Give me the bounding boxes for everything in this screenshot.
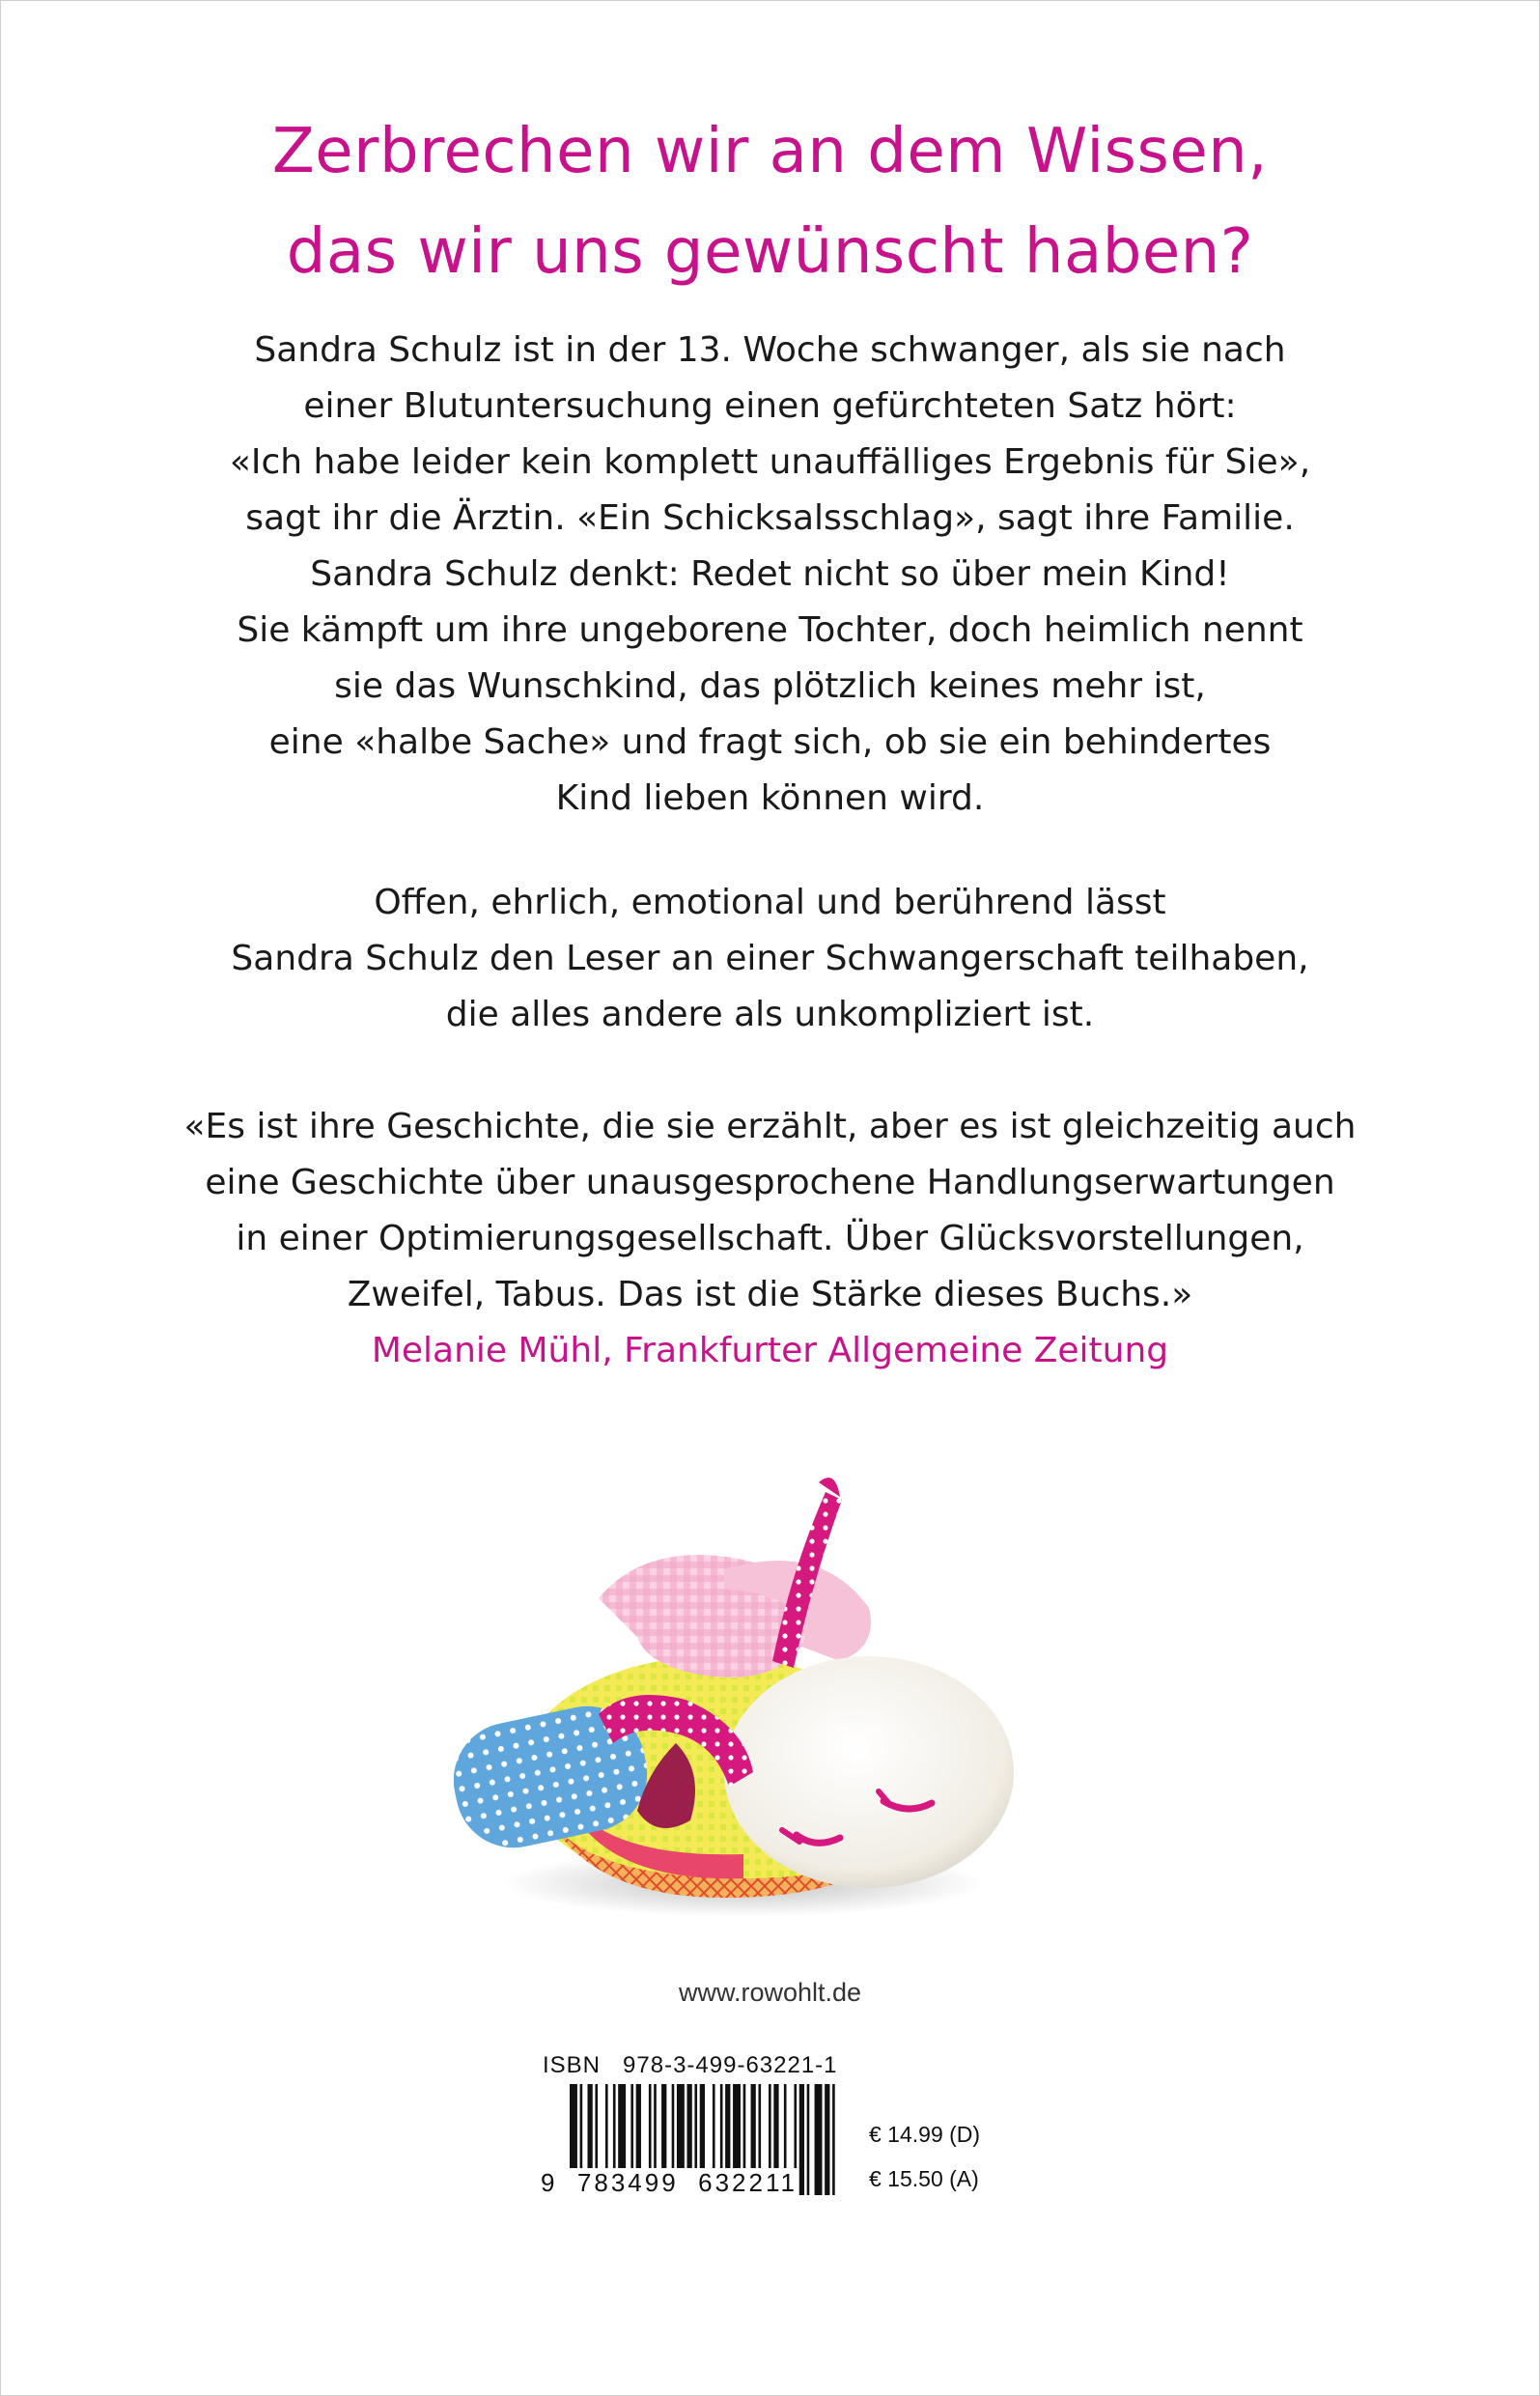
blurb [0, 323, 1540, 827]
summary-line: Offen, ehrlich, emotional und berührend lässt [374, 883, 1166, 922]
summary [0, 875, 1540, 1043]
blurb-line: Kind lieben können wird. [555, 778, 985, 818]
price-germany: € 14.99 (D) [869, 2122, 981, 2147]
quote-line: Zweifel, Tabus. Das ist die Stärke dieses Buchs.» [347, 1275, 1193, 1314]
barcode-bar [799, 2084, 804, 2195]
barcode-digits-left: 783499 [576, 2168, 679, 2197]
isbn-label: ISBN [543, 2052, 602, 2078]
blurb-line: eine «halbe Sache» und fragt sich, ob sie ein behindertes [268, 722, 1272, 762]
quote-line: «Es ist ihre Geschichte, die sie erzählt, aber es ist gleichzeitig auch [183, 1107, 1357, 1146]
price-austria: € 15.50 (A) [869, 2166, 979, 2191]
barcode-number [541, 2168, 798, 2198]
summary-line: die alles andere als unkompliziert ist. [445, 995, 1095, 1034]
blurb-line: Sandra Schulz ist in der 13. Woche schwanger, als sie nach [254, 330, 1286, 370]
headline-line: Zerbrechen wir an dem Wissen, [271, 116, 1269, 187]
quote-line: in einer Optimierungsgesellschaft. Über Glücksvorstellungen, [236, 1219, 1304, 1258]
publisher-website: www.rowohlt.de [678, 1978, 862, 2007]
blurb-line: Sie kämpft um ihre ungeborene Tochter, doch heimlich nennt [237, 610, 1303, 650]
barcode-digit-first: 9 [541, 2168, 558, 2197]
review-quote [0, 1099, 1540, 1379]
summary-line: Sandra Schulz den Leser an einer Schwangerschaft teilhaben, [231, 939, 1309, 978]
blurb-line: sagt ihr die Ärztin. «Ein Schicksalsschlag», sagt ihre Familie. [245, 498, 1295, 538]
isbn-number: 978-3-499-63221-1 [623, 2052, 838, 2078]
blurb-line: «Ich habe leider kein komplett unauffälliges Ergebnis für Sie», [229, 442, 1311, 482]
blurb-line: Sandra Schulz denkt: Redet nicht so über mein Kind! [310, 554, 1230, 594]
barcode-digits-right: 632211 [698, 2168, 798, 2197]
barcode-bar [832, 2084, 835, 2195]
barcode-bar [825, 2084, 829, 2195]
snail-toy-illustration [454, 1453, 1062, 1936]
isbn [543, 2052, 838, 2079]
quote-line: eine Geschichte über unausgesprochene Handlungserwartungen [205, 1163, 1335, 1202]
blurb-line: einer Blutuntersuchung einen gefürchteten Satz hört: [303, 386, 1237, 426]
quote-attribution: Melanie Mühl, Frankfurter Allgemeine Zeitung [371, 1331, 1169, 1370]
headline-line: das wir uns gewünscht haben? [286, 216, 1254, 288]
barcode-bar [815, 2084, 823, 2195]
headline [0, 101, 1540, 302]
barcode-bar [807, 2084, 810, 2195]
blurb-line: sie das Wunschkind, das plötzlich keines mehr ist, [334, 666, 1206, 706]
